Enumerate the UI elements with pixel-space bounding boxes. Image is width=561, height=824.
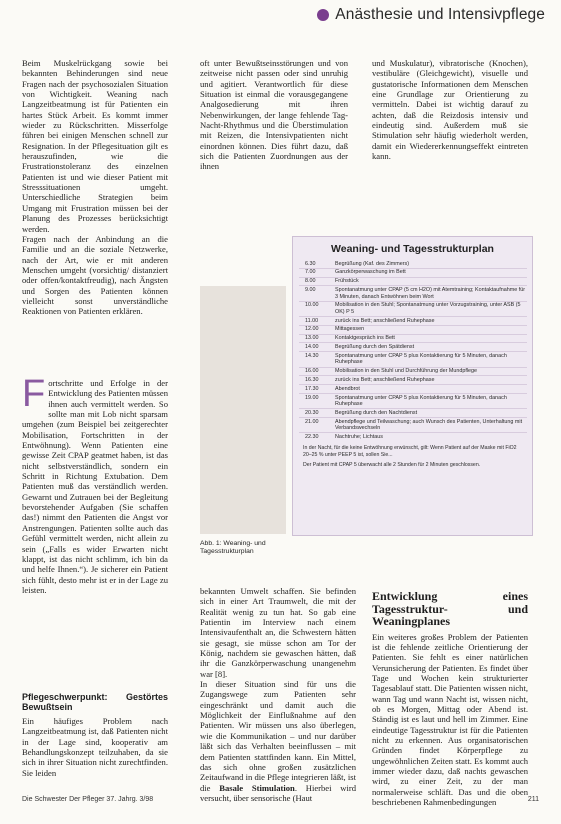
schedule-activity: zurück ins Bett; anschließend Ruhephase <box>335 376 527 385</box>
column-1-middle <box>22 373 168 595</box>
section-header <box>317 6 545 24</box>
schedule-time: 17.30 <box>299 385 335 394</box>
section-bullet-icon <box>317 9 329 21</box>
schedule-row <box>299 393 527 408</box>
schedule-activity: Mobilisation in den Stuhl; Spontanatmung unter Vorzugstraining, unter ASB (5 OK) P 5 <box>335 301 527 316</box>
column-3-top <box>372 58 528 161</box>
schedule-time: 9.00 <box>299 286 335 301</box>
schedule-time: 10.00 <box>299 301 335 316</box>
image-caption: Abb. 1: Weaning- und Tagesstrukturplan <box>200 540 266 555</box>
footer-journal: Die Schwester Der Pfleger 37. Jahrg. 3/98 <box>22 796 154 803</box>
column-2-top <box>200 58 348 172</box>
paragraph: oft unter Bewußtseinsstörungen und von zeitweise nicht passen oder sind unruhig und agitiert. Verantwortlich für diese Situation ist einmal die vorausgegangene Analgosedierung mit ihren Nebenwirkungen, der lange fehlende Tag-Nacht-Rhythmus und die Überstimulation mit Reizen, die Intensivpatienten nicht einordnen können. Dies führt dazu, daß sich die Patienten Zuordnungen aus der ihnen <box>200 58 348 172</box>
schedule-row <box>299 376 527 385</box>
schedule-time: 20.30 <box>299 409 335 418</box>
schedule-time: 7.00 <box>299 268 335 277</box>
schedule-activity: Abendbrot <box>335 385 527 394</box>
schedule-time: 16.30 <box>299 376 335 385</box>
weaning-plan-box <box>292 236 533 536</box>
schedule-time: 22.30 <box>299 433 335 441</box>
schedule-time: 21.00 <box>299 418 335 433</box>
page-number: 211 <box>527 796 539 803</box>
schedule-activity: Spontanatmung unter CPAP (5 cm H2O) mit Atemtraining; Kontaktaufnahme für 3 Minuten, danach Entwöhnen beim Wort <box>335 286 526 300</box>
subheading: Pflegeschwerpunkt: Gestörtes Bewußtsein <box>22 692 168 712</box>
schedule-row <box>299 367 527 376</box>
section-heading: Entwicklung eines Tagesstruktur- und Weaningplanes <box>372 589 528 628</box>
schedule-time: 14.00 <box>299 343 335 352</box>
schedule-activity: Kontaktgespräch ins Bett <box>335 334 527 343</box>
drop-cap: F <box>22 373 46 415</box>
box-title: Weaning- und Tagesstrukturplan <box>331 243 494 255</box>
paragraph: Fortschritte und Erfolge in der Entwicklung des Patienten müssen ihnen auch vermittelt werden. So sollte man mit Lob nicht sparsam umgehen (zum Beispiel bei zeitgerechter Mobilisation, Fortschritten in der Entwöhnung). Wenn Patienten eine gewisse Zeit CPAP geatmet haben, ist das nicht selbstverständlich, sondern ein Schritt in Richtung Extubation. Dem Patienten muß das verständlich werden. Gewarnt und Zutrauen bei der Begleitung bevorstehender Aufgaben (Sie schaffen das!) nimmt den Patienten die Angst vor Anstrengungen. Patienten sollte auch das Gefühl vermittelt werden, nicht allein zu sein („Falls es wider Erwarten nicht klappt, ist das nicht schlimm, ich bin da und helfe Ihnen.“). Je sicherer ein Patient sich fühlt, desto mehr ist er in der Lage zu leisten. <box>22 373 168 595</box>
schedule-activity: Ganzkörperwaschung im Bett <box>335 268 527 277</box>
column-2-bottom <box>200 586 356 803</box>
schedule-row <box>299 385 527 394</box>
paragraph: Ein häufiges Problem nach Langzeitbeatmung ist, daß Patienten nicht in der Lage sind, kooperativ am Behandlungskonzept teilzuhaben, da sie sich in ihrer Situation nicht zurechtfinden. Sie leiden <box>22 716 168 778</box>
schedule-row <box>299 343 527 352</box>
schedule-row <box>299 317 527 326</box>
schedule-time: 11.00 <box>299 317 335 326</box>
schedule-time: 13.00 <box>299 334 335 343</box>
schedule-time: 12.00 <box>299 325 335 334</box>
schedule-activity: Mobilisation in den Stuhl und Durchführung der Mundpflege <box>335 367 527 376</box>
box-note-2: Der Patient mit CPAP 5 überwacht alle 2 Stunden für 2 Minuten geschlossen. <box>303 462 481 469</box>
schedule-row <box>299 277 527 286</box>
schedule-row <box>299 334 527 343</box>
schedule-row <box>299 433 527 441</box>
paragraph: Beim Muskelrückgang sowie bei bekannten Behinderungen sind neue Fragen nach der psychosozialen Situation von Wichtigkeit. Weaning nach Langzeitbeatmung ist für Patienten ein hartes Stück Arbeit. Es kommt immer wieder zu Rückschritten. Misserfolge führen bei einigen Menschen schnell zur Resignation. In der Pflegesituation gilt es herauszufinden, wie die Frustrationstoleranz des einzelnen Patienten ist und wie dieser Patient mit Stresssituationen umgeht. Unterschiedliche Strategien beim Umgang mit Frustration müssen bei der Planung des Prozesses berücksichtigt werden. <box>22 58 168 234</box>
schedule-time: 6.30 <box>305 260 316 267</box>
schedule-activity: Abendpflege und Teilwaschung; auch Wunsch des Patienten, Unterhaltung mit Verbandswechseln <box>335 418 527 433</box>
schedule-row <box>299 301 527 316</box>
schedule-table <box>299 260 527 441</box>
column-1-bottom <box>22 692 168 778</box>
schedule-activity: zurück ins Bett; anschließend Ruhephase <box>335 317 527 326</box>
schedule-row <box>299 260 527 268</box>
emphasis: Basale Stimulation <box>219 782 295 793</box>
paragraph: Fragen nach der Anbindung an die Familie und an die soziale Netzwerke, nach der Art, wie er mit anderen Menschen umgeht (vorsichtig/ distanziert oder offen/kontaktfreudig), nach Ängsten und Sorgen des Patienten können vielleicht sonst unverständliche Reaktionen von Patienten erklären. <box>22 233 168 317</box>
schedule-activity: Begrüßung durch den Spätdienst <box>335 343 527 352</box>
schedule-activity: Spontanatmung unter CPAP 5 plus Kontaktierung für 5 Minuten, danach Ruhephase <box>335 352 527 367</box>
column-3-bottom <box>372 590 528 807</box>
schedule-activity: Begrüßung durch den Nachtdienst <box>335 409 527 418</box>
schedule-row <box>299 268 527 277</box>
schedule-row <box>299 352 527 367</box>
schedule-activity: Begrüßung (Kaf. des Zimmers) <box>335 260 409 267</box>
schedule-row <box>299 409 527 418</box>
schedule-row <box>299 286 527 301</box>
paragraph: In dieser Situation sind für uns die Zugangswege zum Patienten sehr eingeschränkt und damit auch die Möglichkeit der Einflußnahme auf den Patienten. Wir müssen uns also überlegen, wie die Kommunikation – und nur darüber läßt sich das Verhalten beeinflussen – mit dem Patienten stattfinden kann. Ein Mittel, das sich ohne großen zusätzlichen Zeitaufwand in die Pflege integrieren läßt, ist die Basale Stimulation. Hierbei wird versucht, über sensorische (Haut <box>200 679 356 803</box>
paragraph: bekannten Umwelt schaffen. Sie befinden sich in einer Art Traumwelt, die mit der Realität wenig zu tun hat. So gab eine Patientin im Interview nach einem Intensivaufenthalt an, die Schwestern hätten sie gesagt, sie müsse schon am Tor der König, nachdem sie gewaschen hätten, daß ihr die Ganzkörperwaschung unangenehm war [8]. <box>200 586 356 679</box>
box-note: In der Nacht, für die keine Entwöhnung erwünscht, gilt: Wenn Patient auf der Maske mit FiO2 20–25 % unter PEEP 5 ist, sollen Sie... <box>303 445 517 458</box>
schedule-activity: Spontanatmung unter CPAP 5 plus Kontaktierung für 5 Minuten, danach Ruhephase <box>335 393 527 408</box>
column-1-top <box>22 58 168 317</box>
schedule-row <box>299 418 527 433</box>
schedule-activity: Nachtruhe; Lichtaus <box>335 433 527 441</box>
schedule-row <box>299 325 527 334</box>
paragraph: und Muskulatur), vibratorische (Knochen), vestibuläre (Gleichgewicht), visuelle und gustatorische Informationen dem Menschen eine Grundlage zur Orientierung zu vermitteln. Dabei ist wichtig darauf zu achten, daß die Reizdosis intensiv und eindeutig sind. Außerdem muß sie Stimulation sehr häufig wiederholt werden, damit ein Wiedererkennungseffekt eintreten kann. <box>372 58 528 162</box>
schedule-time: 8.00 <box>299 277 335 286</box>
schedule-activity: Frühstück <box>335 277 527 286</box>
schedule-activity: Mittagessen <box>335 325 527 334</box>
schedule-time: 14.30 <box>299 352 335 367</box>
schedule-time: 16.00 <box>299 367 335 376</box>
schedule-time: 19.00 <box>299 393 335 408</box>
paragraph: Ein weiteres großes Problem der Patienten ist die fehlende zeitliche Orientierung der Patienten. Sie fehlt es einer natürlichen Verunsicherung der Patienten. Es findet über Tage und Wochen kein strukturierter Tagesablauf statt. Die Patienten wissen nicht, wann Tag und wann Nacht ist, wissen nicht, ob es Morgen, Mittag oder Abend ist. Ständig ist es laut und hell im Zimmer. Eine eindeutige Tagesstruktur ist für die Patienten nicht zu erkennen. Aus organisatorischen Gründen findet Körperpflege zu ungewöhnlichen Zeiten statt. Es kommt auch immer wieder dazu, daß nachts gewaschen wird, zu einer Zeit, zu der man normalerweise schläft. Das und die oben beschriebenen Rahmenbedingungen <box>372 631 528 807</box>
article-photo <box>200 286 286 534</box>
section-title: Anästhesie und Intensivpflege <box>335 6 545 23</box>
